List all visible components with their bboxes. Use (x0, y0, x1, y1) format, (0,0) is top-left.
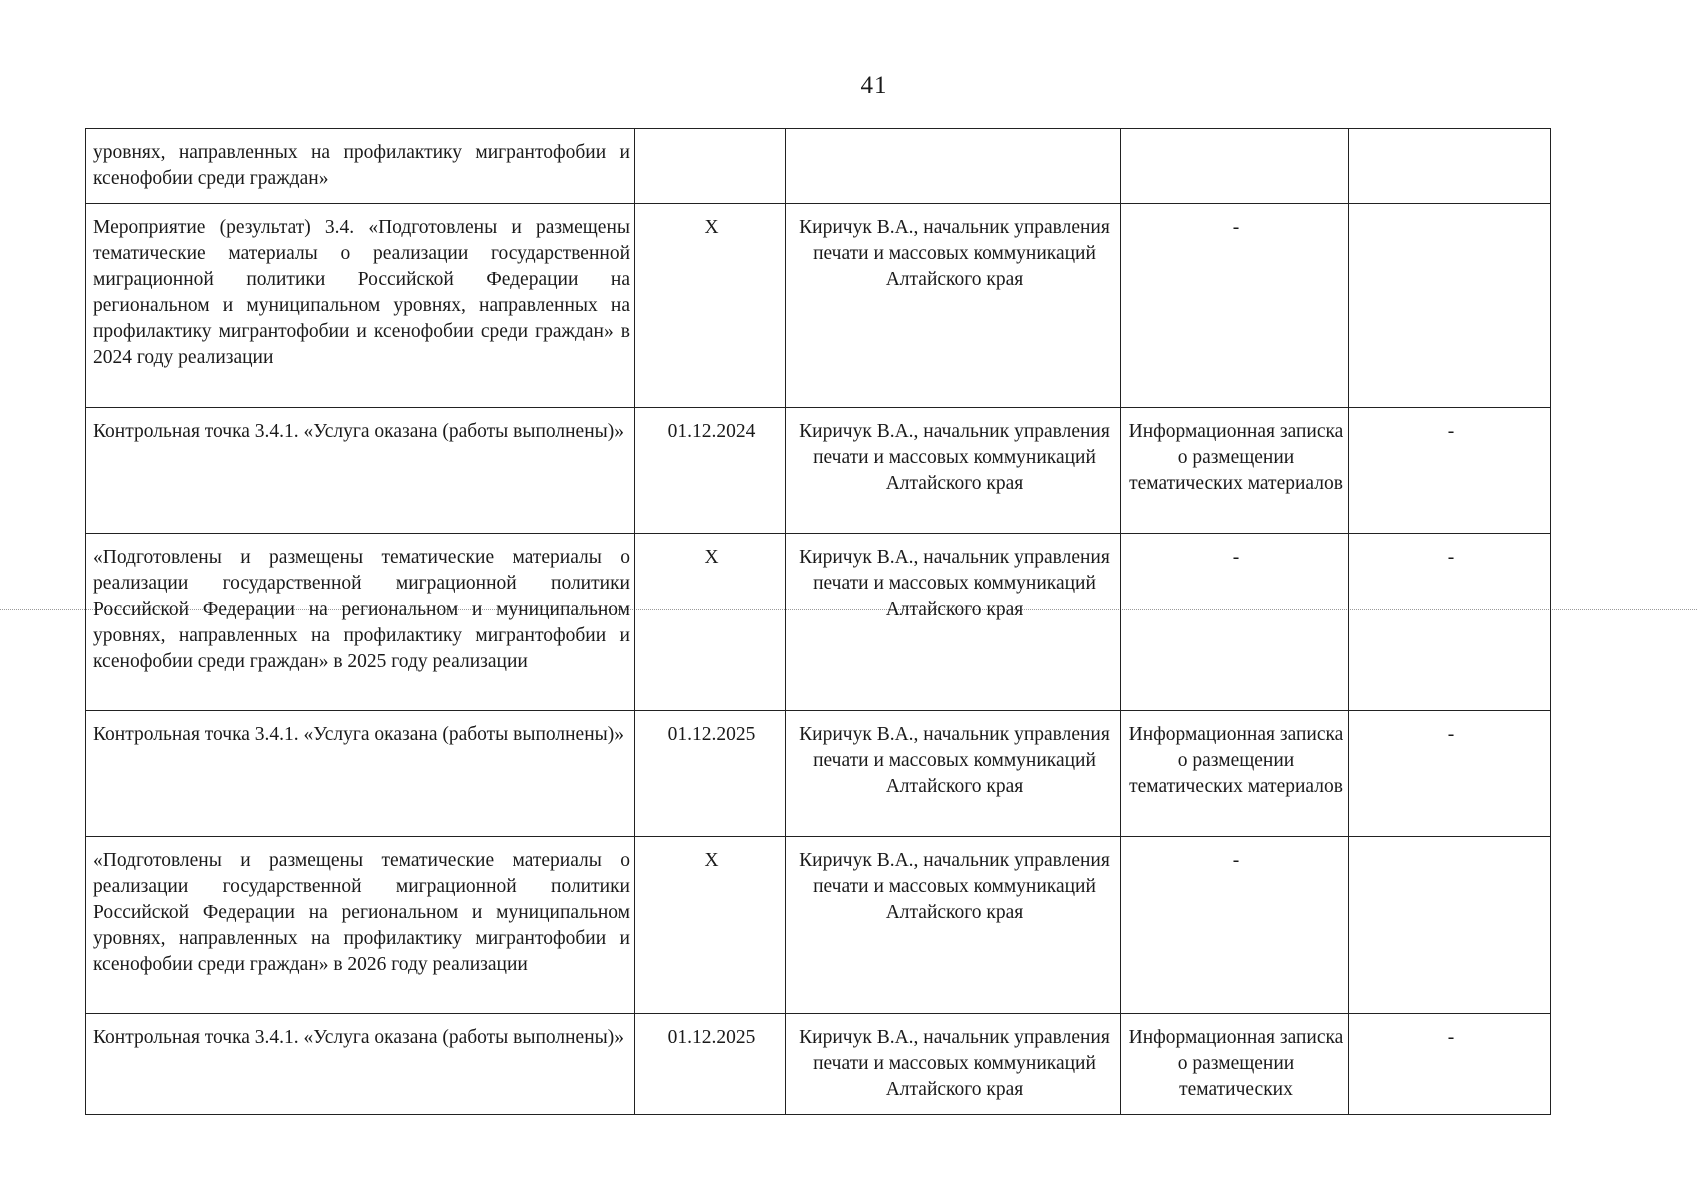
responsible-cell: Киричук В.А., начальник управления печати и массовых коммуникаций Алтайского края (786, 837, 1121, 1014)
responsible-cell: Киричук В.А., начальник управления печати и массовых коммуникаций Алтайского края (786, 711, 1121, 837)
table-row (86, 711, 1551, 837)
event-name-cell: уровнях, направленных на профилактику мигрантофобии и ксенофобии среди граждан» (86, 129, 635, 204)
table-row (86, 408, 1551, 534)
responsible-cell: Киричук В.А., начальник управления печати и массовых коммуникаций Алтайского края (786, 534, 1121, 711)
document-cell: - (1121, 534, 1349, 711)
deadline-cell: X (635, 204, 786, 408)
document-cell: Информационная записка о размещении тематических (1121, 1014, 1349, 1115)
deadline-cell: X (635, 534, 786, 711)
extra-cell (1349, 837, 1551, 1014)
deadline-cell: 01.12.2024 (635, 408, 786, 534)
document-cell: Информационная записка о размещении тематических материалов (1121, 408, 1349, 534)
event-name-cell: «Подготовлены и размещены тематические материалы о реализации государственной миграционной политики Российской Федерации на региональном и муниципальном уровнях, направленных на профилактику мигрантофобии и ксенофобии среди граждан» в 2025 году реализации (86, 534, 635, 711)
deadline-cell: 01.12.2025 (635, 1014, 786, 1115)
page-number: 41 (860, 72, 888, 99)
extra-cell (1349, 204, 1551, 408)
table-row (86, 1014, 1551, 1115)
table-row (86, 534, 1551, 711)
document-cell: - (1121, 837, 1349, 1014)
plan-table (85, 128, 1551, 1115)
event-name-cell: Контрольная точка 3.4.1. «Услуга оказана (работы выполнены)» (86, 711, 635, 837)
document-cell (1121, 129, 1349, 204)
document-cell: - (1121, 204, 1349, 408)
event-name-cell: Контрольная точка 3.4.1. «Услуга оказана (работы выполнены)» (86, 1014, 635, 1115)
responsible-cell: Киричук В.А., начальник управления печати и массовых коммуникаций Алтайского края (786, 408, 1121, 534)
event-name-cell: «Подготовлены и размещены тематические материалы о реализации государственной миграционной политики Российской Федерации на региональном и муниципальном уровнях, направленных на профилактику мигрантофобии и ксенофобии среди граждан» в 2026 году реализации (86, 837, 635, 1014)
extra-cell: - (1349, 534, 1551, 711)
table-row (86, 204, 1551, 408)
extra-cell: - (1349, 1014, 1551, 1115)
document-cell: Информационная записка о размещении тематических материалов (1121, 711, 1349, 837)
table-row (86, 837, 1551, 1014)
event-name-cell: Контрольная точка 3.4.1. «Услуга оказана (работы выполнены)» (86, 408, 635, 534)
responsible-cell (786, 129, 1121, 204)
responsible-cell: Киричук В.А., начальник управления печати и массовых коммуникаций Алтайского края (786, 1014, 1121, 1115)
extra-cell: - (1349, 711, 1551, 837)
extra-cell (1349, 129, 1551, 204)
deadline-cell: X (635, 837, 786, 1014)
table-row (86, 129, 1551, 204)
extra-cell: - (1349, 408, 1551, 534)
deadline-cell: 01.12.2025 (635, 711, 786, 837)
responsible-cell: Киричук В.А., начальник управления печати и массовых коммуникаций Алтайского края (786, 204, 1121, 408)
deadline-cell (635, 129, 786, 204)
event-name-cell: Мероприятие (результат) 3.4. «Подготовлены и размещены тематические материалы о реализации государственной миграционной политики Российской Федерации на региональном и муниципальном уровнях, направленных на профилактику мигрантофобии и ксенофобии среди граждан» в 2024 году реализации (86, 204, 635, 408)
